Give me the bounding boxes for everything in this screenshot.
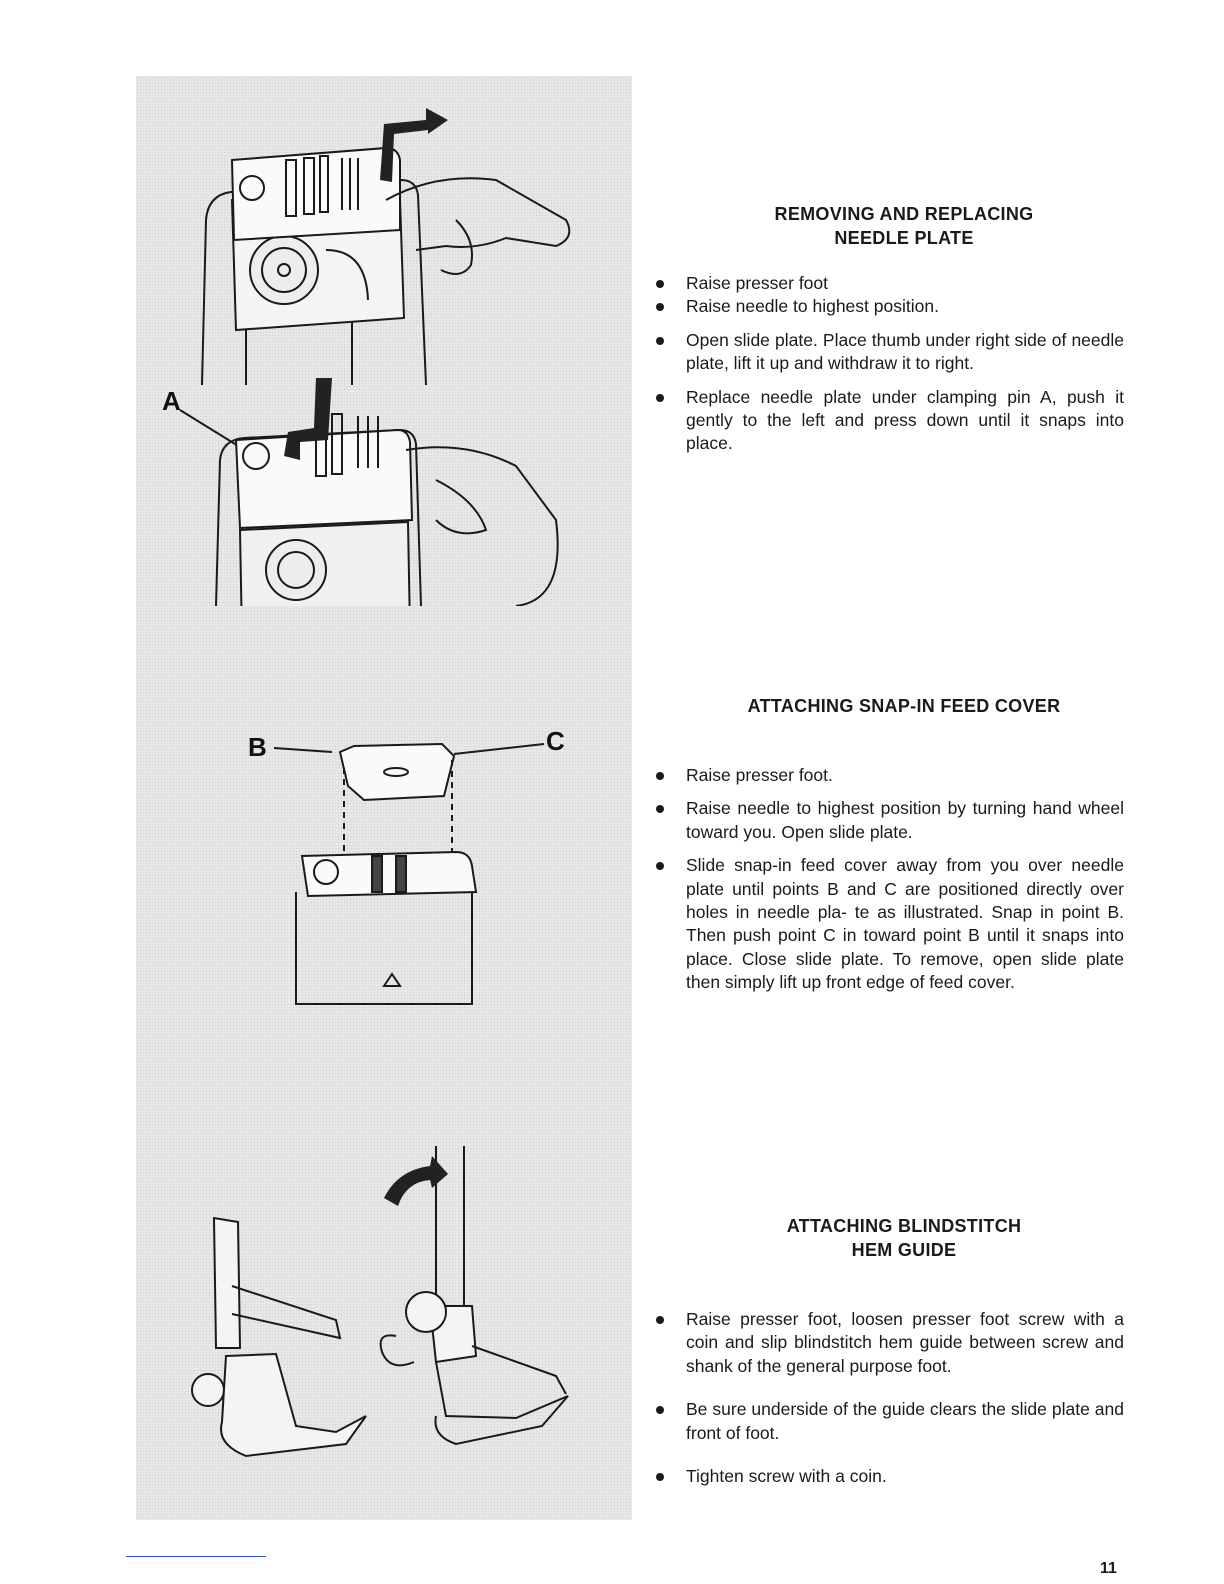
section-heading <box>684 202 1124 250</box>
callout-c-label: C <box>546 726 565 756</box>
needle-plate-replacement-illustration <box>136 370 632 606</box>
instruction-item: Raise needle to highest position. <box>684 295 1124 318</box>
heading-line: ATTACHING BLINDSTITCH <box>786 1216 1022 1236</box>
instruction-list <box>684 764 1124 995</box>
instruction-item: Raise needle to highest position by turning hand wheel toward you. Open slide plate. <box>684 797 1124 844</box>
instruction-item: Slide snap-in feed cover away from you over needle plate until points B and C are positioned directly over holes in needle pla- te as illustrated. Snap in point B. Then push point C in toward point B until it snaps into place. Close slide plate. To remove, open slide plate then simply lift up front edge of feed cover. <box>684 854 1124 994</box>
section-needle-plate <box>684 202 1124 456</box>
footer-rule <box>126 1556 266 1557</box>
instruction-list <box>684 1308 1124 1488</box>
instruction-item: Raise presser foot <box>684 272 1124 295</box>
section-heading <box>684 1214 1124 1262</box>
heading-line: HEM GUIDE <box>851 1240 957 1260</box>
section-hem-guide <box>684 1214 1124 1488</box>
instruction-list <box>684 272 1124 456</box>
instruction-item: Raise presser foot, loosen presser foot screw with a coin and slip blindstitch hem guide between screw and shank of the general purpose foot. <box>684 1308 1124 1378</box>
heading-line: REMOVING AND REPLACING <box>774 204 1034 224</box>
heading-line: ATTACHING SNAP-IN FEED COVER <box>747 696 1061 716</box>
section-feed-cover <box>684 694 1124 995</box>
instruction-item: Raise presser foot. <box>684 764 1124 787</box>
heading-line: NEEDLE PLATE <box>834 228 974 248</box>
blindstitch-hem-guide-illustration <box>136 1126 632 1496</box>
needle-plate-removal-illustration <box>136 100 632 390</box>
instruction-item: Tighten screw with a coin. <box>684 1465 1124 1488</box>
section-heading <box>684 694 1124 718</box>
callout-b-label: B <box>248 732 267 762</box>
instruction-item: Open slide plate. Place thumb under right side of needle plate, lift it up and withdraw it to right. <box>684 329 1124 376</box>
feed-cover-illustration <box>136 716 632 1016</box>
callout-a-label: A <box>162 386 181 416</box>
instruction-item: Replace needle plate under clamping pin A, push it gently to the left and press down until it snaps into place. <box>684 386 1124 456</box>
illustration-column <box>136 76 632 1520</box>
page-number: 11 <box>1100 1560 1117 1577</box>
instruction-item: Be sure underside of the guide clears the slide plate and front of foot. <box>684 1398 1124 1445</box>
